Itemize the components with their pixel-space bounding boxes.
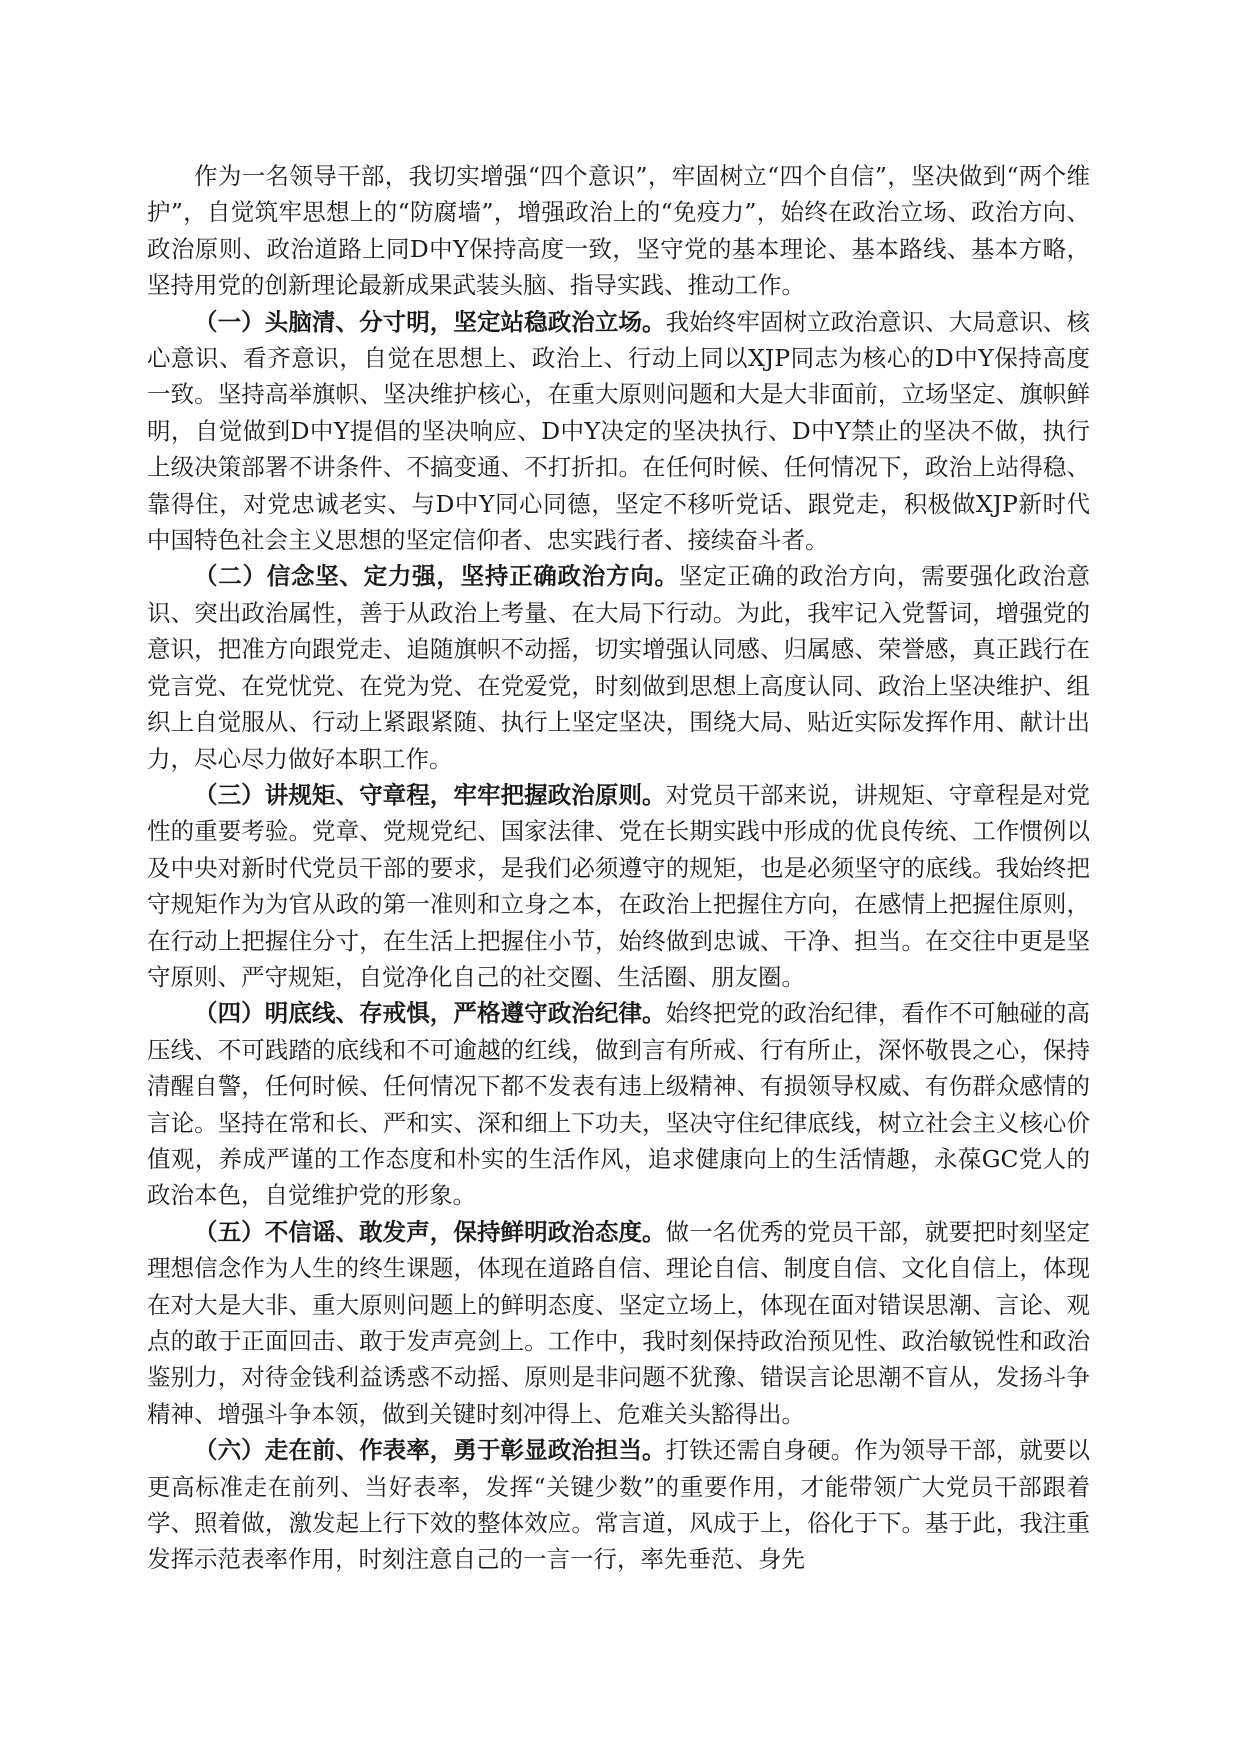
section-heading-1: （一）头脑清、分寸明，坚定站稳政治立场。 bbox=[194, 307, 666, 336]
intro-paragraph bbox=[147, 158, 1090, 304]
paragraph-text: 作为一名领导干部，我切实增强“四个意识”，牢固树立“四个自信”，坚决做到“两个维护”，自觉筑牢思想上的“防腐墙”，增强政治上的“免疫力”，始终在政治立场、政治方向、政治原则、政治道路上同D中Y保持高度一致，坚守党的基本理论、基本路线、基本方略，坚持用党的创新理论最新成果武装头脑、指导实践、推动工作。 bbox=[147, 162, 1090, 300]
section-paragraph-5 bbox=[147, 1214, 1090, 1432]
paragraph-text: 做一名优秀的党员干部，就要把时刻坚定理想信念作为人生的终生课题，体现在道路自信、理论自信、制度自信、文化自信上，体现在对大是大非、重大原则问题上的鲜明态度、坚定立场上，体现在面对错误思潮、言论、观点的敢于正面回击、敢于发声亮剑上。工作中，我时刻保持政治预见性、政治敏锐性和政治鉴别力，对待金钱利益诱惑不动摇、原则是非问题不犹豫、错误言论思潮不盲从，发扬斗争精神、增强斗争本领，做到关键时刻冲得上、危难关头豁得出。 bbox=[147, 1217, 1091, 1428]
paragraph-text: 我始终牢固树立政治意识、大局意识、核心意识、看齐意识，自觉在思想上、政治上、行动上同以XJP同志为核心的D中Y保持高度一致。坚持高举旗帜、坚决维护核心，在重大原则问题和大是大非面前，立场坚定、旗帜鲜明，自觉做到D中Y提倡的坚决响应、D中Y决定的坚决执行、D中Y禁止的坚决不做，执行上级决策部署不讲条件、不搞变通、不打折扣。在任何时候、任何情况下，政治上站得稳、靠得住，对党忠诚老实、与D中Y同心同德，坚定不移听党话、跟党走，积极做XJP新时代中国特色社会主义思想的坚定信仰者、忠实践行者、接续奋斗者。 bbox=[147, 307, 1091, 555]
section-paragraph-6 bbox=[147, 1432, 1090, 1578]
section-paragraph-4 bbox=[147, 995, 1090, 1213]
section-heading-3: （三）讲规矩、守章程，牢牢把握政治原则。 bbox=[194, 780, 666, 809]
paragraph-text: 坚定正确的政治方向，需要强化政治意识、突出政治属性，善于从政治上考量、在大局下行动。为此，我牢记入党誓词，增强党的意识，把准方向跟党走、追随旗帜不动摇，切实增强认同感、归属感、荣誉感，真正践行在党言党、在党忧党、在党为党、在党爱党，时刻做到思想上高度认同、政治上坚决维护、组织上自觉服从、行动上紧跟紧随、执行上坚定坚决，围绕大局、贴近实际发挥作用、献计出力，尽心尽力做好本职工作。 bbox=[147, 562, 1091, 773]
section-heading-2: （二）信念坚、定力强，坚持正确政治方向。 bbox=[194, 562, 679, 591]
paragraph-text: 始终把党的政治纪律，看作不可触碰的高压线、不可践踏的底线和不可逾越的红线，做到言有所戒、行有所止，深怀敬畏之心，保持清醒自警，任何时候、任何情况下都不发表有违上级精神、有损领导权威、有伤群众感情的言论。坚持在常和长、严和实、深和细上下功夫，坚决守住纪律底线，树立社会主义核心价值观，养成严谨的工作态度和朴实的生活作风，追求健康向上的生活情趣，永葆GC党人的政治本色，自觉维护党的形象。 bbox=[147, 999, 1091, 1210]
section-heading-4: （四）明底线、存戒惧，严格遵守政治纪律。 bbox=[194, 999, 666, 1028]
section-paragraph-2 bbox=[147, 558, 1090, 776]
section-paragraph-1 bbox=[147, 304, 1090, 559]
document-body bbox=[147, 158, 1090, 1578]
paragraph-text: 打铁还需自身硬。作为领导干部，就要以更高标准走在前列、当好表率，发挥“关键少数”的重要作用，才能带领广大党员干部跟着学、照着做，激发起上行下效的整体效应。常言道，风成于上，俗化于下。基于此，我注重发挥示范表率作用，时刻注意自己的一言一行，率先垂范、身先 bbox=[147, 1436, 1091, 1574]
paragraph-text: 对党员干部来说，讲规矩、守章程是对党性的重要考验。党章、党规党纪、国家法律、党在长期实践中形成的优良传统、工作惯例以及中央对新时代党员干部的要求，是我们必须遵守的规矩，也是必须坚守的底线。我始终把守规矩作为为官从政的第一准则和立身之本，在政治上把握住方向，在感情上把握住原则，在行动上把握住分寸，在生活上把握住小节，始终做到忠诚、干净、担当。在交往中更是坚守原则、严守规矩，自觉净化自己的社交圈、生活圈、朋友圈。 bbox=[147, 780, 1091, 991]
section-heading-5: （五）不信谣、敢发声，保持鲜明政治态度。 bbox=[194, 1217, 666, 1246]
section-heading-6: （六）走在前、作表率，勇于彰显政治担当。 bbox=[194, 1436, 666, 1465]
section-paragraph-3 bbox=[147, 777, 1090, 995]
